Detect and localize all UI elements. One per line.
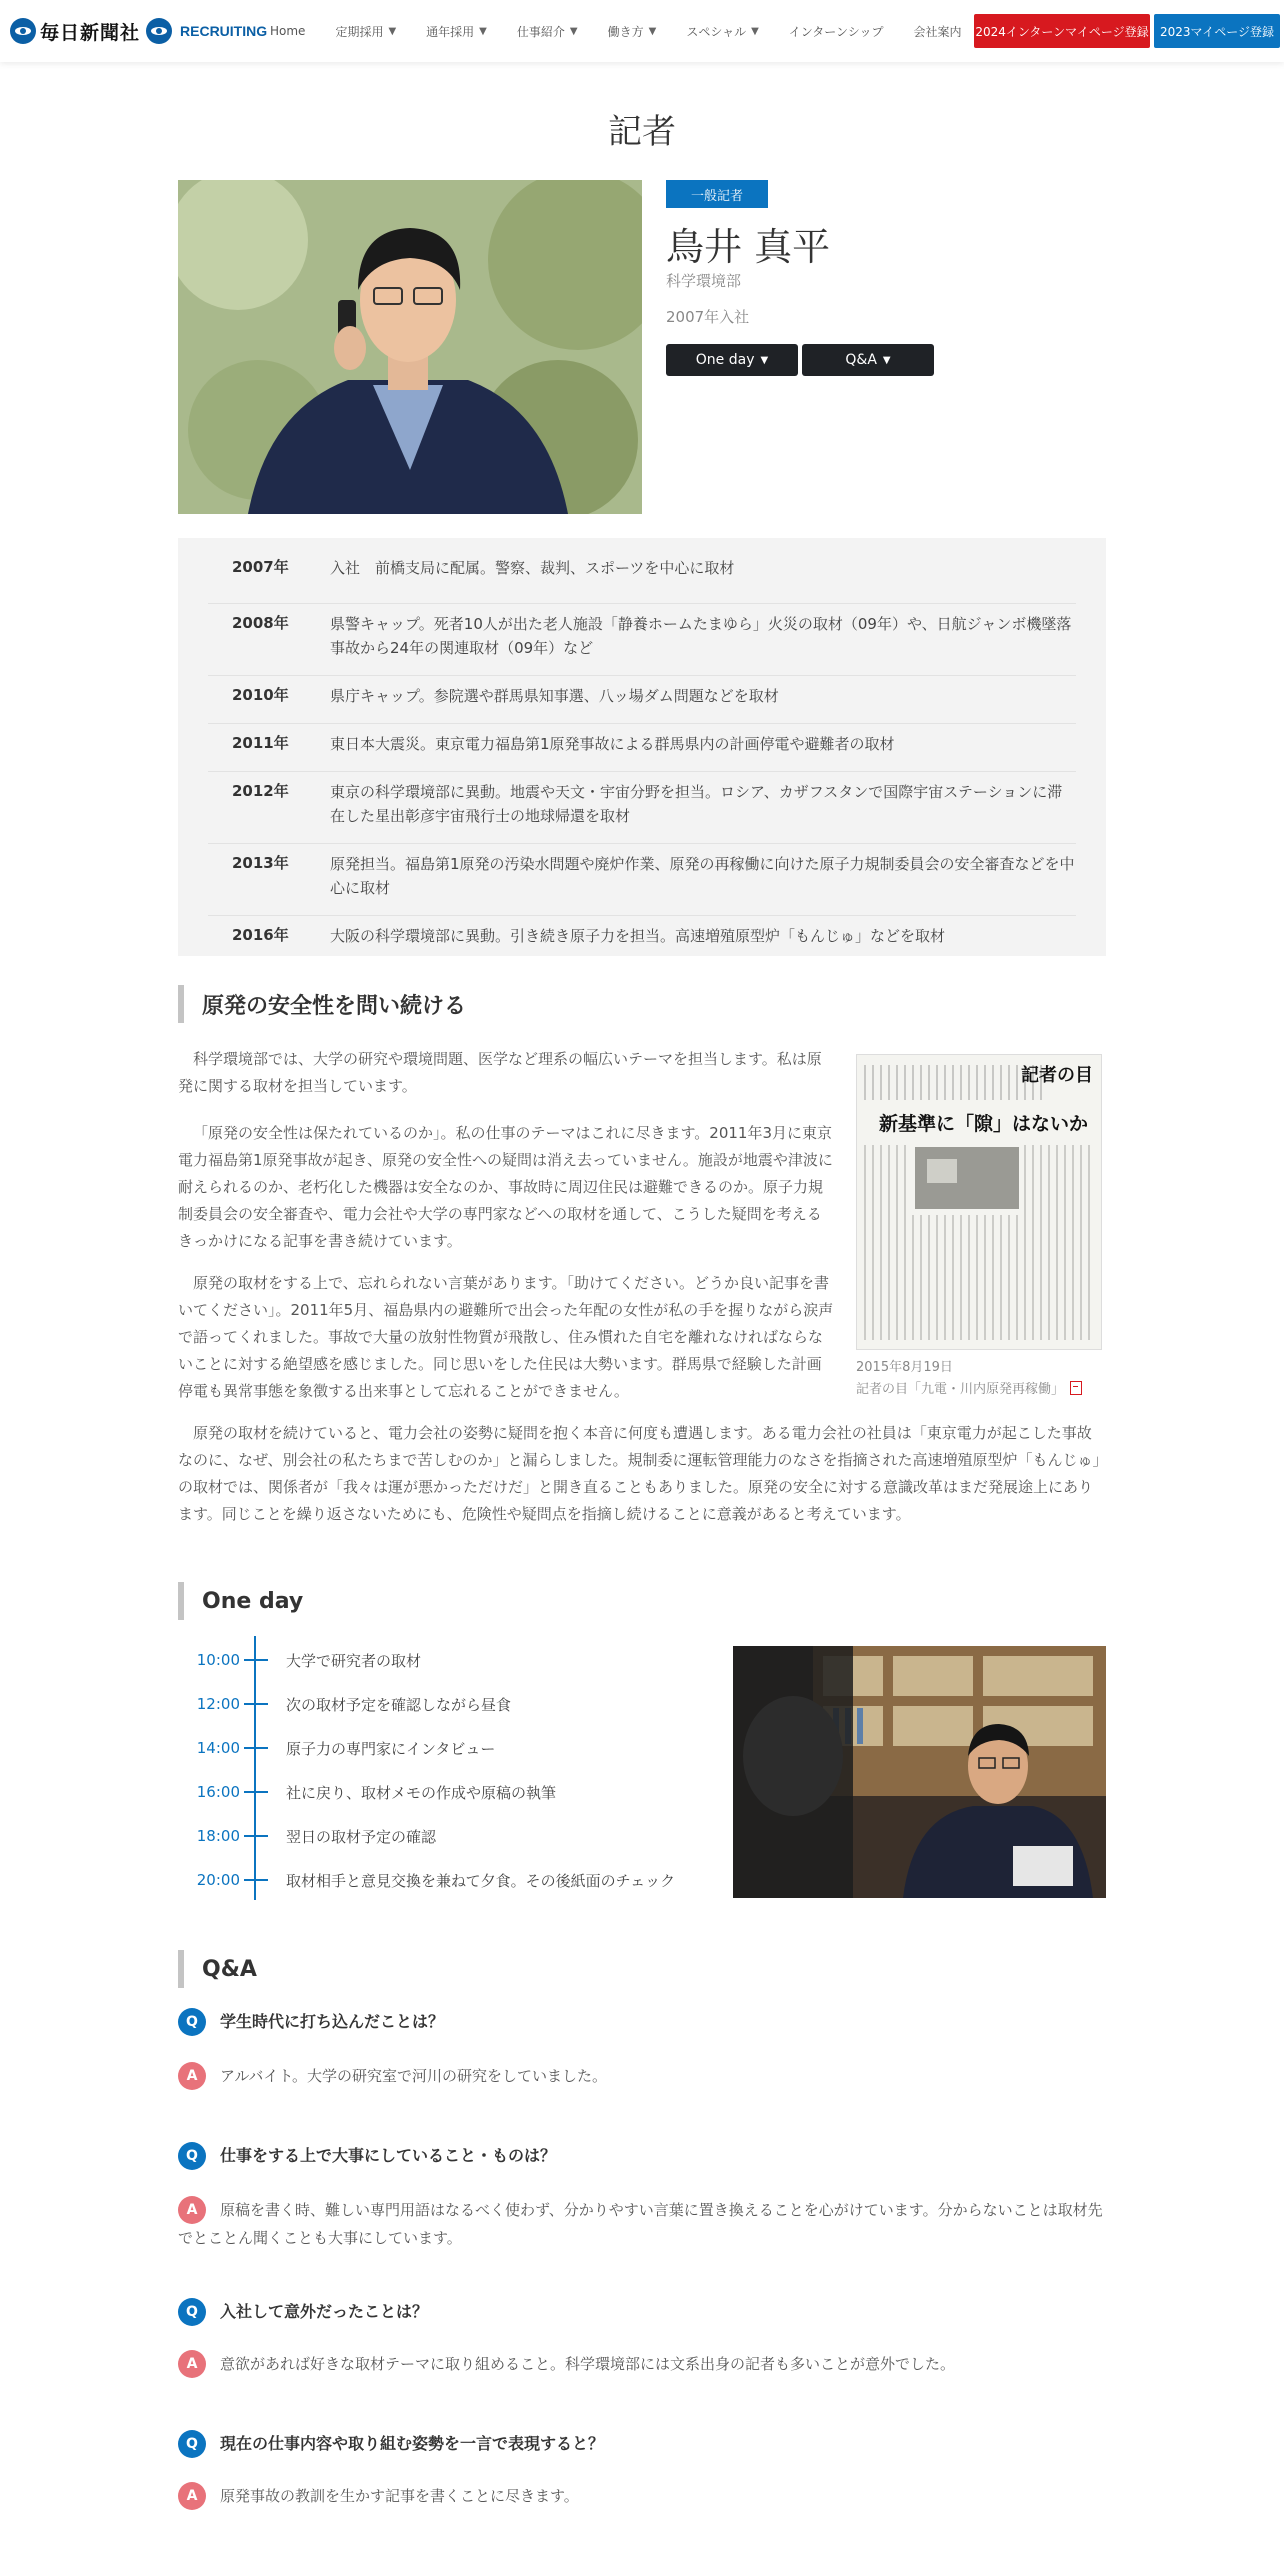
qa-answer <box>178 2482 1106 2510</box>
nav-label: 会社案内 <box>913 24 962 39</box>
schedule-text: 翌日の取材予定の確認 <box>286 1827 437 1846</box>
schedule-time: 10:00 <box>196 1651 240 1669</box>
career-year: 2016年 <box>232 926 289 944</box>
career-year: 2007年 <box>232 558 289 576</box>
question-text: 学生時代に打ち込んだことは？ <box>220 2012 445 2031</box>
role-badge: 一般記者 <box>666 180 768 208</box>
chevron-down-icon: ▼ <box>479 25 487 37</box>
question-mark-icon: Q <box>178 2008 206 2036</box>
career-row <box>208 924 1076 952</box>
nav-label: 定期採用 <box>335 24 384 39</box>
nav-label: 通年採用 <box>426 24 475 39</box>
career-row <box>208 684 1076 724</box>
qa-question <box>178 2430 1106 2458</box>
article-paragraph: 科学環境部では、大学の研究や環境問題、医学など理系の幅広いテーマを担当します。私は原発に関する取材を担当しています。 <box>178 1050 822 1095</box>
nav-label: 働き方 <box>607 24 644 39</box>
career-row <box>208 732 1076 772</box>
career-row <box>208 852 1076 916</box>
article-paragraph: 原発の取材を続けていると、電力会社の姿勢に疑問を抱く本音に何度も遭遇します。ある電力会社の社員は「東京電力が起こした事故なのに、なぜ、別会社の私たちまで苦しむのか」と漏らしました。規制委に運転管理能力のなさを指摘された高速増殖原型炉「もんじゅ」の取材では、関係者が「我々は運が悪かっただけだ」と開き直ることもありました。原発の安全に対する意識改革はまだ発展途上にあります。同じことを繰り返さないためにも、危険性や疑問点を指摘し続けることに意義があると考えています。 <box>178 1424 1101 1523</box>
reporter-photo <box>178 180 642 514</box>
nav-company[interactable] <box>914 23 962 40</box>
question-mark-icon: Q <box>178 2142 206 2170</box>
career-text: 県庁キャップ。参院選や群馬県知事選、八ッ場ダム問題などを取材 <box>330 687 779 705</box>
schedule-time: 20:00 <box>196 1871 240 1889</box>
answer-text: アルバイト。大学の研究室で河川の研究をしていました。 <box>220 2067 608 2085</box>
eye-logo-icon <box>10 18 36 44</box>
question-text: 仕事をする上で大事にしていること・ものは？ <box>220 2146 557 2165</box>
timeline-tick <box>244 1791 268 1793</box>
question-text: 現在の仕事内容や取り組む姿勢を一言で表現すると？ <box>220 2434 605 2453</box>
intern-mypage-button[interactable]: 2024インターンマイページ登録 <box>974 14 1150 48</box>
clipping-caption-link[interactable] <box>856 1378 1116 1397</box>
reporter-name: 鳥井 真平 <box>666 225 831 269</box>
schedule-text: 社に戻り、取材メモの作成や原稿の執筆 <box>286 1783 557 1802</box>
nav-label: 仕事紹介 <box>516 24 565 39</box>
answer-text: 意欲があれば好きな取材テーマに取り組めること。科学環境部には文系出身の記者も多いことが意外でした。 <box>220 2355 956 2373</box>
chevron-down-icon: ▼ <box>569 25 578 37</box>
eye-logo-icon <box>146 18 172 44</box>
schedule-item <box>178 1814 708 1858</box>
nav-home[interactable] <box>270 24 305 38</box>
schedule-item <box>178 1682 708 1726</box>
clipping-caption: 記者の目「九電・川内原発再稼働」 <box>856 1382 1065 1397</box>
nav-internship[interactable] <box>789 23 884 40</box>
schedule-time: 12:00 <box>196 1695 240 1713</box>
career-row <box>208 556 1076 604</box>
newspaper-clipping[interactable] <box>856 1054 1102 1350</box>
interview-photo <box>733 1646 1106 1898</box>
career-table <box>178 538 1106 956</box>
interview-photo-illustration <box>733 1646 1106 1898</box>
oneday-heading: One day <box>178 1582 303 1620</box>
clipping-corner-title: 記者の目 <box>1021 1065 1093 1086</box>
timeline-tick <box>244 1659 268 1661</box>
timeline-tick <box>244 1703 268 1705</box>
pdf-icon <box>1070 1381 1082 1395</box>
schedule-time: 18:00 <box>196 1827 240 1845</box>
schedule-item <box>178 1638 708 1682</box>
reporter-department: 科学環境部 <box>666 272 742 290</box>
site-header <box>0 0 1284 62</box>
mypage-register-button[interactable]: 2023マイページ登録 <box>1154 14 1280 48</box>
oneday-jump-button[interactable] <box>666 344 798 376</box>
qa-question <box>178 2008 1106 2036</box>
nav-label: Home <box>270 24 306 38</box>
qa-heading: Q&A <box>178 1950 257 1988</box>
career-year: 2010年 <box>232 686 289 704</box>
chevron-down-icon: ▼ <box>388 25 397 37</box>
nav-workstyle[interactable] <box>608 23 657 40</box>
clipping-date: 2015年8月19日 <box>856 1360 953 1375</box>
logo-recruiting: RECRUITING <box>180 23 268 39</box>
answer-mark-icon: A <box>178 2196 206 2224</box>
timeline-tick <box>244 1747 268 1749</box>
oneday-jump-label: One day <box>695 352 755 368</box>
qa-jump-label: Q&A <box>845 352 877 368</box>
nav-label: スペシャル <box>686 24 747 39</box>
chevron-down-icon: ▼ <box>648 25 657 37</box>
schedule-time: 14:00 <box>196 1739 240 1757</box>
qa-answer <box>178 2062 1106 2090</box>
chevron-down-icon: ▼ <box>751 25 759 37</box>
site-logo[interactable] <box>10 16 267 46</box>
schedule-text: 原子力の専門家にインタビュー <box>286 1739 496 1758</box>
career-row <box>208 612 1076 676</box>
logo-name: 毎日新聞社 <box>40 21 141 44</box>
timeline-tick <box>244 1879 268 1881</box>
reporter-joined-year: 2007年入社 <box>666 308 750 326</box>
nav-regular-hiring[interactable] <box>335 23 396 40</box>
answer-text: 原稿を書く時、難しい専門用語はなるべく使わず、分かりやすい言葉に置き換えることを心がけています。分からないことは取材先でとことん聞くことも大事にしています。 <box>178 2201 1103 2247</box>
chevron-down-icon: ▼ <box>882 354 891 366</box>
schedule-text: 次の取材予定を確認しながら昼食 <box>286 1695 512 1714</box>
qa-jump-button[interactable] <box>802 344 934 376</box>
career-year: 2013年 <box>232 854 289 872</box>
career-year: 2012年 <box>232 782 289 800</box>
answer-mark-icon: A <box>178 2482 206 2510</box>
chevron-down-icon: ▼ <box>760 354 769 366</box>
schedule-time: 16:00 <box>196 1783 240 1801</box>
schedule-item <box>178 1770 708 1814</box>
nav-jobs[interactable] <box>517 23 578 40</box>
career-text: 入社 前橋支局に配属。警察、裁判、スポーツを中心に取材 <box>330 559 735 577</box>
qa-answer <box>178 2196 1106 2252</box>
answer-text: 原発事故の教訓を生かす記事を書くことに尽きます。 <box>220 2487 579 2505</box>
page-title: 記者 <box>608 112 676 152</box>
career-text: 東日本大震災。東京電力福島第1原発事故による群馬県内の計画停電や避難者の取材 <box>330 735 895 753</box>
schedule-item <box>178 1858 708 1902</box>
nav-label: インターンシップ <box>788 24 884 39</box>
reporter-photo-illustration <box>178 180 642 514</box>
nav-year-round-hiring[interactable] <box>426 23 487 40</box>
qa-question <box>178 2298 1106 2326</box>
timeline-tick <box>244 1835 268 1837</box>
main-nav <box>270 0 992 62</box>
career-year: 2008年 <box>232 614 289 632</box>
question-mark-icon: Q <box>178 2298 206 2326</box>
answer-mark-icon: A <box>178 2350 206 2378</box>
qa-question <box>178 2142 1106 2170</box>
career-text: 原発担当。福島第1原発の汚染水問題や廃炉作業、原発の再稼働に向けた原子力規制委員会の安全審査などを中心に取材 <box>330 855 1075 897</box>
article-paragraph: 「原発の安全性は保たれているのか」。私の仕事のテーマはこれに尽きます。2011年3月に東京電力福島第1原発事故が起き、原発の安全性への疑問は消え去っていません。施設が地震や津波に耐えられるのか、老朽化した機器は安全なのか、事故時に周辺住民は避難できるのか。原子力規制委員会の安全審査や、電力会社や大学の専門家などへの取材を通して、こうした疑問を考えるきっかけになる記事を書き続けています。 <box>178 1124 833 1250</box>
career-year: 2011年 <box>232 734 289 752</box>
clipping-headline: 新基準に「隙」はないか <box>879 1113 1089 1135</box>
career-text: 大阪の科学環境部に異動。引き続き原子力を担当。高速増殖原型炉「もんじゅ」などを取材 <box>330 927 946 945</box>
career-text: 東京の科学環境部に異動。地震や天文・宇宙分野を担当。ロシア、カザフスタンで国際宇宙ステーションに滞在した星出彰彦宇宙飛行士の地球帰還を取材 <box>330 783 1063 825</box>
schedule-text: 大学で研究者の取材 <box>286 1651 422 1670</box>
career-row <box>208 780 1076 844</box>
newspaper-texture <box>857 1055 1102 1350</box>
qa-answer <box>178 2350 1106 2378</box>
schedule-text: 取材相手と意見交換を兼ねて夕食。その後紙面のチェック <box>286 1871 676 1890</box>
schedule-item <box>178 1726 708 1770</box>
nav-special[interactable] <box>686 23 758 40</box>
question-mark-icon: Q <box>178 2430 206 2458</box>
question-text: 入社して意外だったことは？ <box>220 2302 429 2321</box>
career-text: 県警キャップ。死者10人が出た老人施設「静養ホームたまゆら」火災の取材（09年）や、日航ジャンボ機墜落事故から24年の関連取材（09年）など <box>330 615 1072 657</box>
article-heading: 原発の安全性を問い続ける <box>178 985 466 1023</box>
article-paragraph: 原発の取材をする上で、忘れられない言葉があります。「助けてください。どうか良い記事を書いてください」。2011年5月、福島県内の避難所で出会った年配の女性が私の手を握りながら涙声で語ってくれました。事故で大量の放射性物質が飛散し、住み慣れた自宅を離れなければならないことに対する絶望感を感じました。同じ思いをした住民は大勢います。群馬県で経験した計画停電も異常事態を象徴する出来事として忘れることができません。 <box>178 1274 834 1400</box>
answer-mark-icon: A <box>178 2062 206 2090</box>
